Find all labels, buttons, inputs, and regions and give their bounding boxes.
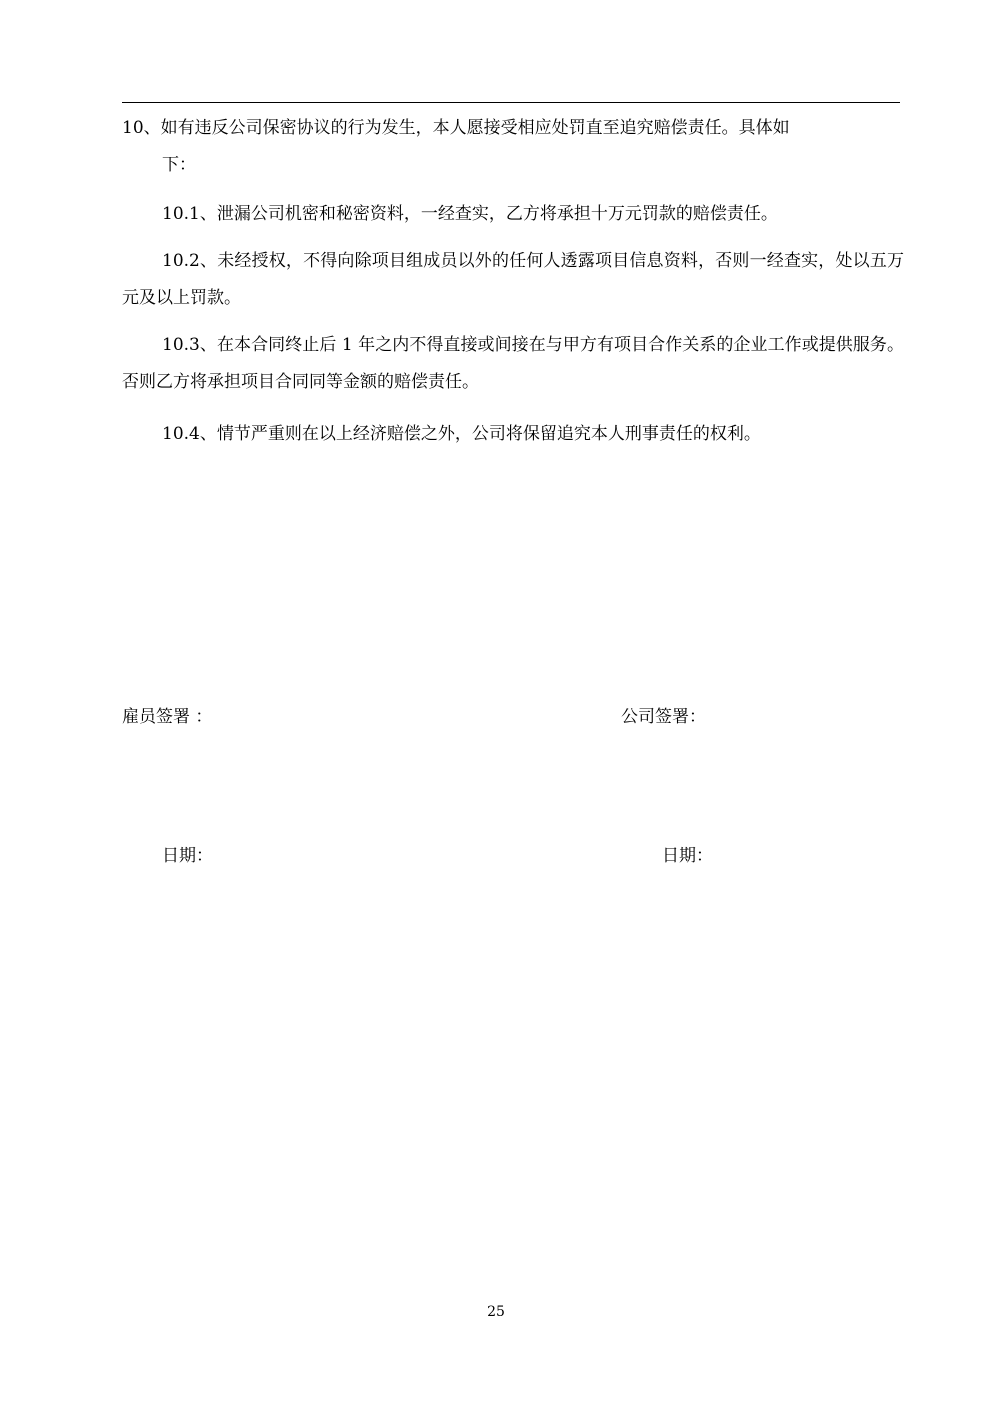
clause-item-10-4: 10.4、情节严重则在以上经济赔偿之外，公司将保留追究本人刑事责任的权利。 bbox=[162, 424, 761, 444]
clause-item-10-2: 10.2、未经授权，不得向除项目组成员以外的任何人透露项目信息资料，否则一经查实，处以五万元及以上罚款。 bbox=[122, 251, 904, 308]
clause-heading-line2: 下： bbox=[162, 155, 196, 175]
clause-heading-line1: 10、如有违反公司保密协议的行为发生，本人愿接受相应处罚直至追究赔偿责任。具体如 bbox=[122, 118, 790, 138]
clause-item-10-1: 10.1、泄漏公司机密和秘密资料，一经查实，乙方将承担十万元罚款的赔偿责任。 bbox=[162, 204, 778, 224]
company-date-label: 日期： bbox=[662, 846, 713, 866]
page-number: 25 bbox=[487, 1304, 505, 1320]
header-rule bbox=[122, 102, 900, 103]
company-signature-label: 公司签署： bbox=[621, 707, 706, 727]
clause-heading bbox=[122, 110, 904, 184]
clause-item-10-3: 10.3、在本合同终止后 1 年之内不得直接或间接在与甲方有项目合作关系的企业工作或提供服务。否则乙方将承担项目合同同等金额的赔偿责任。 bbox=[122, 335, 904, 392]
employee-signature-label: 雇员签署 ： bbox=[122, 707, 213, 727]
employee-date-label: 日期： bbox=[162, 846, 213, 866]
